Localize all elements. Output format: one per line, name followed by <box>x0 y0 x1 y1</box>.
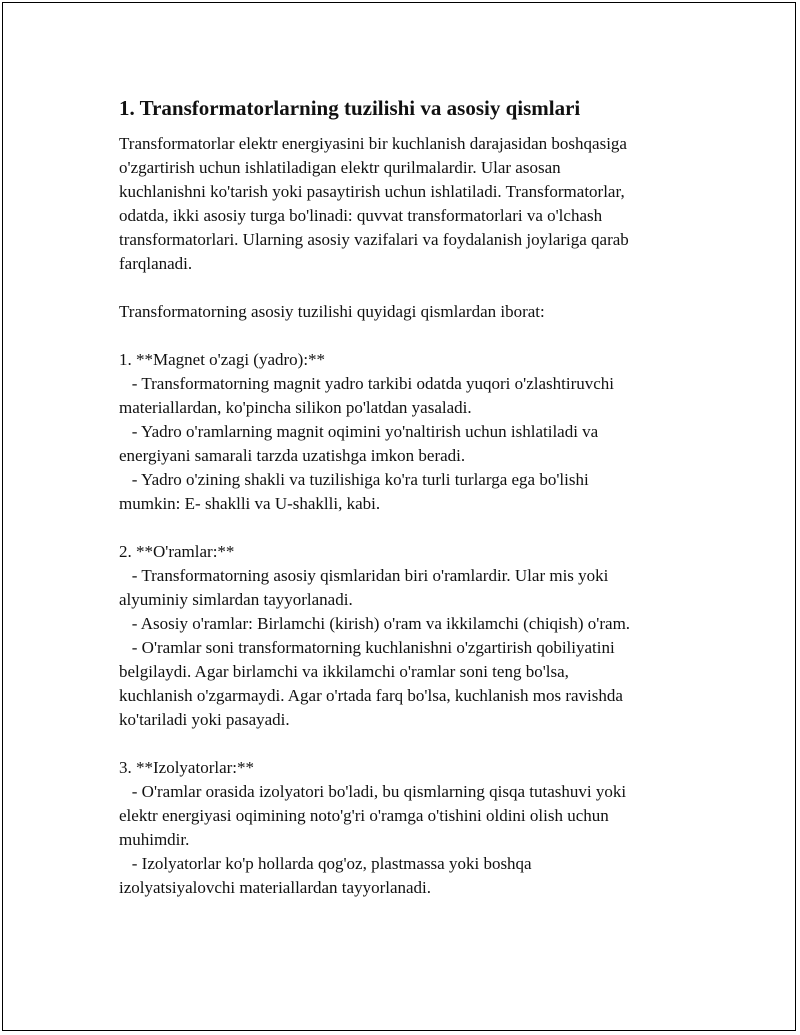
section-title: 3. **Izolyatorlar:** <box>119 758 255 777</box>
section-line: energiyani samarali tarzda uzatishga imkon beradi. <box>119 446 466 465</box>
section-line: alyuminiy simlardan tayyorlanadi. <box>119 590 353 609</box>
section-line: izolyatsiyalovchi materiallardan tayyorlanadi. <box>119 878 432 897</box>
intro-line: Transformatorlar elektr energiyasini bir kuchlanish darajasidan boshqasiga <box>119 134 627 153</box>
section-line: - Yadro o'zining shakli va tuzilishiga ko'ra turli turlarga ega bo'lishi <box>119 470 589 489</box>
section-windings <box>119 540 689 732</box>
section-line: materiallardan, ko'pincha silikon po'latdan yasaladi. <box>119 398 472 417</box>
section-heading: 1. Transformatorlarning tuzilishi va asosiy qismlari <box>119 96 581 120</box>
section-line: muhimdir. <box>119 830 190 849</box>
section-line: kuchlanish o'zgarmaydi. Agar o'rtada farq bo'lsa, kuchlanish mos ravishda <box>119 686 623 705</box>
structure-intro-paragraph <box>119 300 689 324</box>
section-line: - Yadro o'ramlarning magnit oqimini yo'naltirish uchun ishlatiladi va <box>119 422 599 441</box>
section-magnet-core <box>119 348 689 516</box>
section-title: 1. **Magnet o'zagi (yadro):** <box>119 350 326 369</box>
section-line: - Transformatorning asosiy qismlaridan biri o'ramlardir. Ular mis yoki <box>119 566 609 585</box>
section-title: 2. **O'ramlar:** <box>119 542 235 561</box>
section-line: elektr energiyasi oqimining noto'g'ri o'ramga o'tishini oldini olish uchun <box>119 806 609 825</box>
paragraph-gap <box>119 324 689 348</box>
section-line: - O'ramlar orasida izolyatori bo'ladi, bu qismlarning qisqa tutashuvi yoki <box>119 782 627 801</box>
paragraph-gap <box>119 516 689 540</box>
intro-line: farqlanadi. <box>119 254 193 273</box>
document-body <box>119 95 689 900</box>
section-line: - Transformatorning magnit yadro tarkibi odatda yuqori o'zlashtiruvchi <box>119 374 615 393</box>
section-line: mumkin: E- shaklli va U-shaklli, kabi. <box>119 494 381 513</box>
section-line: - Izolyatorlar ko'p hollarda qog'oz, plastmassa yoki boshqa <box>119 854 532 873</box>
paragraph-gap <box>119 276 689 300</box>
section-insulators <box>119 756 689 900</box>
section-line: ko'tariladi yoki pasayadi. <box>119 710 290 729</box>
section-line: belgilaydi. Agar birlamchi va ikkilamchi o'ramlar soni teng bo'lsa, <box>119 662 569 681</box>
document-page <box>2 2 796 1031</box>
paragraph-gap <box>119 732 689 756</box>
intro-line: o'zgartirish uchun ishlatiladigan elektr qurilmalardir. Ular asosan <box>119 158 561 177</box>
intro-line: kuchlanishni ko'tarish yoki pasaytirish uchun ishlatiladi. Transformatorlar, <box>119 182 625 201</box>
intro-line: odatda, ikki asosiy turga bo'linadi: quvvat transformatorlari va o'lchash <box>119 206 603 225</box>
section-line: - O'ramlar soni transformatorning kuchlanishni o'zgartirish qobiliyatini <box>119 638 615 657</box>
structure-intro-line: Transformatorning asosiy tuzilishi quyidagi qismlardan iborat: <box>119 302 545 321</box>
intro-line: transformatorlari. Ularning asosiy vazifalari va foydalanish joylariga qarab <box>119 230 629 249</box>
intro-paragraph <box>119 132 689 276</box>
section-line: - Asosiy o'ramlar: Birlamchi (kirish) o'ram va ikkilamchi (chiqish) o'ram. <box>119 614 631 633</box>
